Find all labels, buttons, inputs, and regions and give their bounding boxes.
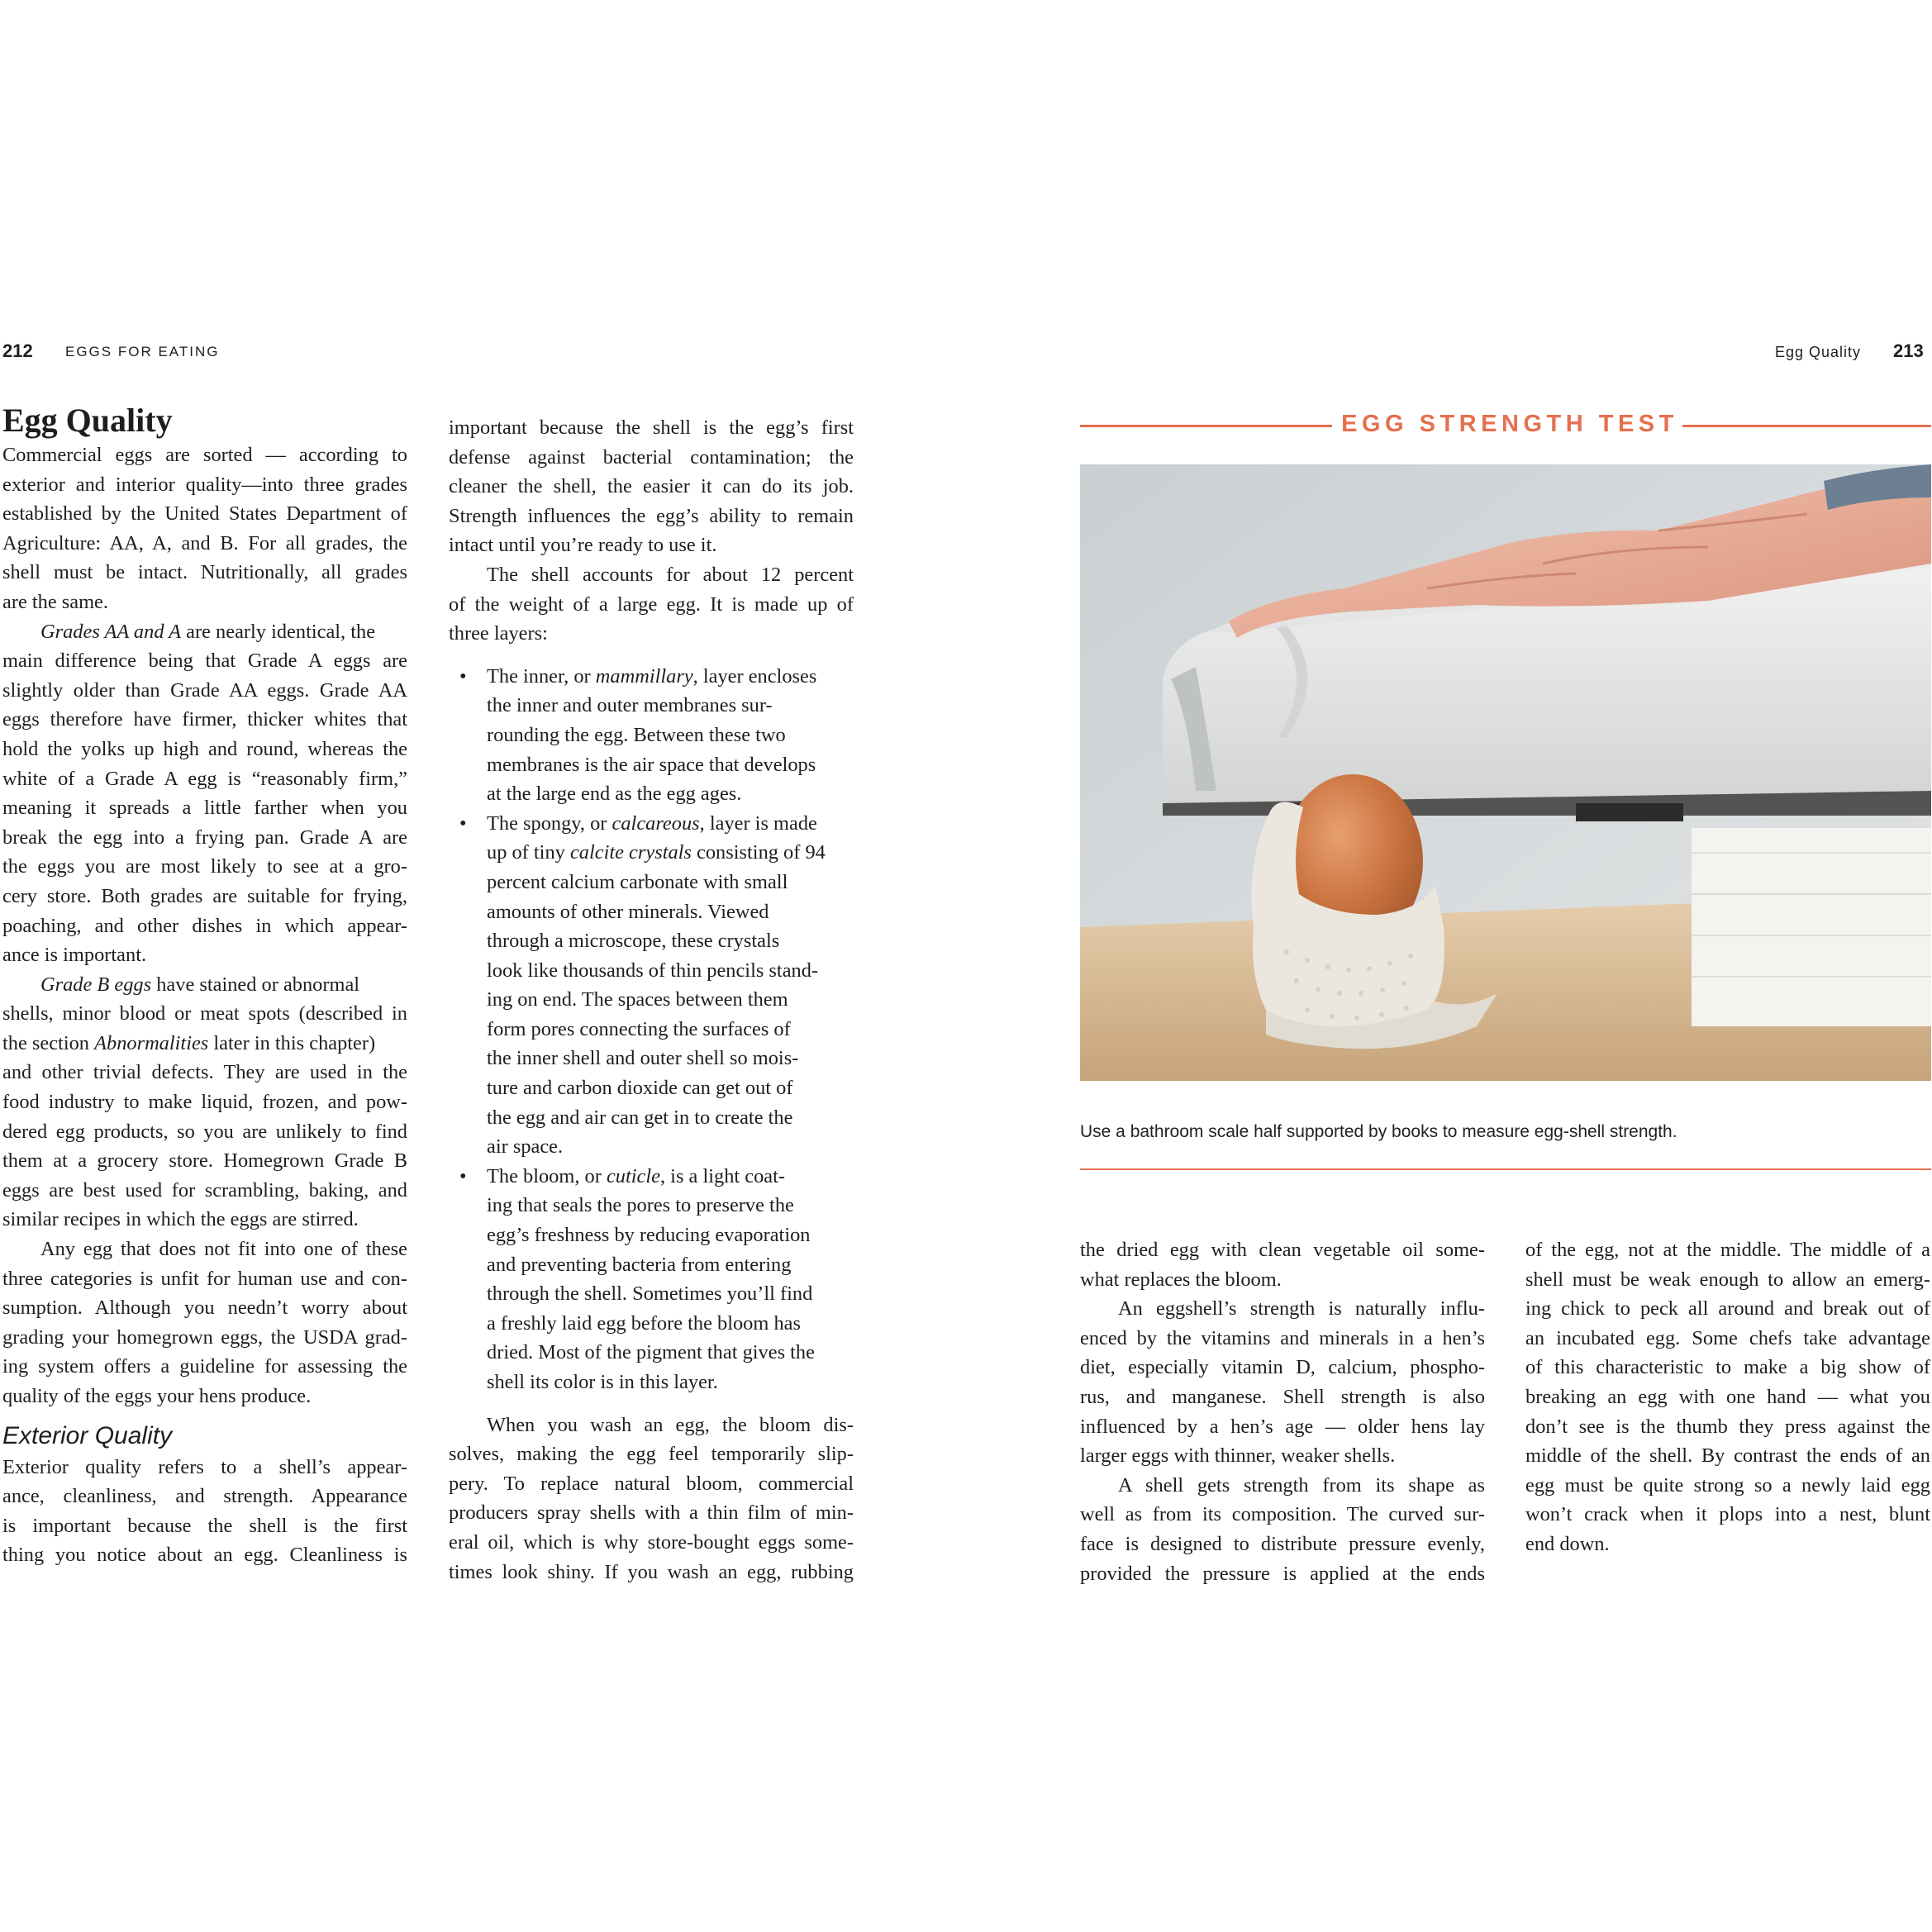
text-line: won’t crack when it plops into a nest, blunt <box>1525 1503 1930 1526</box>
text-line: break the egg into a frying pan. Grade A are <box>2 826 407 849</box>
text-run: , is a light coat- <box>659 1164 786 1187</box>
text-line: eggs are best used for scrambling, baking, and <box>2 1178 407 1202</box>
running-head-right: Egg Quality <box>1775 344 1862 360</box>
text-line: grading your homegrown eggs, the USDA grad- <box>2 1325 407 1349</box>
text-line: Commercial eggs are sorted — according to <box>2 444 407 466</box>
text-line: egg’s freshness by reducing evaporation <box>487 1224 811 1247</box>
text-line: of this characteristic to make a big show of <box>1525 1356 1930 1379</box>
text-line: amounts of other minerals. Viewed <box>487 900 769 923</box>
text-line: end down. <box>1525 1532 1610 1555</box>
paragraph-exterior <box>2 1453 407 1570</box>
text-line: air space. <box>487 1135 564 1159</box>
text-line: shell must be intact. Nutritionally, all grades <box>2 561 407 584</box>
paragraph-shell-layers <box>449 560 854 649</box>
text-line: and other trivial defects. They are used in the <box>2 1061 407 1084</box>
text-line: Agriculture: AA, A, and B. For all grades, the <box>2 531 407 554</box>
text-line: what replaces the bloom. <box>1080 1268 1282 1291</box>
page-number-left: 212 <box>2 340 33 361</box>
list-item <box>449 809 854 1162</box>
text-run: later in this chapter) <box>208 1031 376 1054</box>
text-line: at the large end as the egg ages. <box>487 783 742 806</box>
text-line: them at a grocery store. Homegrown Grade B <box>2 1149 407 1173</box>
italic-term: calcite crystals <box>569 841 692 864</box>
text-line: through a microscope, these crystals <box>487 930 780 953</box>
paragraph-strength <box>1080 1294 1485 1471</box>
text-column-4 <box>1525 1235 1930 1559</box>
text-column-1 <box>2 401 407 1570</box>
text-line: dered egg products, so you are unlikely to find <box>2 1120 407 1143</box>
text-line: ing system offers a guideline for assessing the <box>2 1355 407 1378</box>
text-line: times look shiny. If you wash an egg, rubbing <box>449 1560 854 1583</box>
text-line: eggs therefore have firmer, thicker whites that <box>2 708 407 731</box>
sidebar-photo <box>1080 464 1931 1081</box>
text-line: exterior and interior quality—into three grades <box>2 473 407 496</box>
text-line: percent calcium carbonate with small <box>487 870 788 893</box>
text-line: the dried egg with clean vegetable oil some- <box>1080 1239 1485 1261</box>
text-line: provided the pressure is applied at the ends <box>1080 1562 1485 1585</box>
text-line: hold the yolks up high and round, whereas the <box>2 737 407 760</box>
text-line: well as from its composition. The curved sur- <box>1080 1503 1485 1526</box>
text-line: three categories is unfit for human use and con- <box>2 1267 407 1290</box>
paragraph-unfit <box>2 1235 407 1411</box>
text-run: , layer encloses <box>692 664 817 688</box>
bullet-list <box>449 662 854 1397</box>
text-line: three layers: <box>449 622 548 645</box>
text-line: middle of the shell. By contrast the ends of an <box>1525 1444 1930 1468</box>
sidebar-rule-bottom <box>1080 1168 1931 1170</box>
text-line: form pores connecting the surfaces of <box>487 1017 791 1040</box>
text-line: dried. Most of the pigment that gives the <box>487 1341 815 1364</box>
text-line: rus, and manganese. Shell strength is also <box>1080 1385 1485 1408</box>
text-line: look like thousands of thin pencils stand- <box>487 959 819 982</box>
text-line: the eggs you are most likely to see at a gro- <box>2 855 407 878</box>
paragraph-intro <box>2 440 407 617</box>
text-line: solves, making the egg feel temporarily slip- <box>449 1443 854 1466</box>
paragraph-bloom-cont <box>1080 1235 1485 1294</box>
text-line: A shell gets strength from its shape as <box>1118 1473 1485 1497</box>
text-column-3 <box>1080 1235 1485 1588</box>
text-line: breaking an egg with one hand — what you <box>1525 1385 1930 1408</box>
text-line: the inner and outer membranes sur- <box>487 694 773 717</box>
text-line <box>449 662 854 692</box>
subsection-heading: Exterior Quality <box>2 1421 173 1449</box>
text-run: have stained or abnormal <box>151 973 360 996</box>
text-line: ture and carbon dioxide can get out of <box>487 1077 793 1100</box>
text-line: ance is important. <box>2 944 147 967</box>
text-line: the inner shell and outer shell so mois- <box>487 1047 799 1070</box>
text-line <box>449 809 854 839</box>
text-line: When you wash an egg, the bloom dis- <box>487 1413 854 1436</box>
text-line: enced by the vitamins and minerals in a hen’s <box>1080 1326 1485 1349</box>
text-line: influenced by a hen’s age — older hens lay <box>1080 1415 1485 1438</box>
text-line: cleaner the shell, the easier it can do its job. <box>449 475 854 498</box>
text-line: ing on end. The spaces between them <box>487 988 788 1011</box>
text-line: rounding the egg. Between these two <box>487 723 786 746</box>
paragraph-shape <box>1080 1471 1485 1588</box>
italic-term: Grade B eggs <box>40 973 152 996</box>
text-line: Strength influences the egg’s ability to remain <box>449 504 854 527</box>
text-line: face is designed to distribute pressure evenly, <box>1080 1532 1485 1555</box>
text-line: egg must be quite strong so a newly laid egg <box>1525 1473 1930 1497</box>
text-line: slightly older than Grade AA eggs. Grade AA <box>2 678 407 702</box>
text-line: important because the shell is the egg’s first <box>449 416 854 439</box>
text-line: membranes is the air space that develops <box>487 753 816 776</box>
text-line: and preventing bacteria from entering <box>487 1253 792 1276</box>
text-line: shell must be weak enough to allow an emerg- <box>1525 1268 1930 1291</box>
text-line: ing that seals the pores to preserve the <box>487 1194 794 1217</box>
text-column-2 <box>449 413 854 1587</box>
italic-term: Grades AA and A <box>40 620 182 643</box>
text-run: The spongy, or <box>487 811 612 835</box>
text-run: The bloom, or <box>487 1164 607 1187</box>
text-line: a freshly laid egg before the bloom has <box>487 1311 801 1335</box>
list-item <box>449 662 854 809</box>
paragraph-middle-shell <box>1525 1235 1930 1559</box>
text-line: quality of the eggs your hens produce. <box>2 1385 312 1407</box>
italic-term: mammillary <box>595 664 693 688</box>
text-line: shells, minor blood or meat spots (described in <box>2 1002 407 1025</box>
text-run: the section <box>2 1031 95 1054</box>
text-line: through the shell. Sometimes you’ll find <box>487 1282 813 1306</box>
text-line <box>449 1162 854 1192</box>
section-title: Egg Quality <box>2 402 173 439</box>
text-line: white of a Grade A egg is “reasonably firm,” <box>2 767 407 790</box>
italic-term: calcareous <box>611 811 700 835</box>
italic-term: Abnormalities <box>94 1031 209 1054</box>
text-run: The inner, or <box>487 664 596 688</box>
text-line: defense against bacterial contamination; the <box>449 445 854 469</box>
list-item <box>449 1162 854 1397</box>
text-line: The shell accounts for about 12 percent <box>487 563 854 586</box>
text-line: established by the United States Department of <box>2 502 407 526</box>
paragraph-cleanliness-cont <box>449 413 854 560</box>
text-line: diet, especially vitamin D, calcium, phospho- <box>1080 1356 1485 1379</box>
text-line: larger eggs with thinner, weaker shells. <box>1080 1444 1396 1468</box>
sidebar-rule-left <box>1080 425 1332 427</box>
text-line: shell its color is in this layer. <box>487 1371 718 1393</box>
text-line: the egg and air can get in to create the <box>487 1106 793 1129</box>
photo-caption: Use a bathroom scale half supported by books to measure egg-shell strength. <box>1080 1122 1677 1141</box>
sidebar-title: EGG STRENGTH TEST <box>1341 411 1678 437</box>
text-line <box>449 838 854 868</box>
paragraph-grades-aa-a <box>2 617 407 970</box>
text-line: pery. To replace natural bloom, commercial <box>449 1472 854 1495</box>
text-line: is important because the shell is the first <box>2 1514 407 1537</box>
text-line: Exterior quality refers to a shell’s appear- <box>2 1455 407 1478</box>
text-line: ance, cleanliness, and strength. Appearance <box>2 1485 407 1508</box>
text-run: up of tiny <box>487 841 570 864</box>
text-line: don’t see is the thumb they press against the <box>1525 1415 1930 1438</box>
text-line: Any egg that does not fit into one of these <box>40 1238 407 1261</box>
text-run: consisting of 94 <box>691 841 826 864</box>
text-line <box>2 970 407 1000</box>
text-line: poaching, and other dishes in which appear- <box>2 914 407 937</box>
paragraph-washing <box>449 1411 854 1587</box>
text-line <box>2 1029 407 1059</box>
text-line: are the same. <box>2 590 108 613</box>
text-line: of the egg, not at the middle. The middle of a <box>1525 1239 1930 1261</box>
text-line: meaning it spreads a little farther when you <box>2 797 407 820</box>
text-line: intact until you’re ready to use it. <box>449 534 717 557</box>
text-line <box>2 617 407 647</box>
text-run: , layer is made <box>699 811 817 835</box>
page-number-right: 213 <box>1893 340 1924 361</box>
text-run: are nearly identical, the <box>181 620 376 643</box>
egg-on-scale-image <box>1080 464 1931 1081</box>
text-line: thing you notice about an egg. Cleanliness is <box>2 1544 407 1567</box>
text-line: sumption. Although you needn’t worry about <box>2 1297 407 1320</box>
text-line: An eggshell’s strength is naturally influ- <box>1118 1297 1485 1321</box>
sidebar-rule-right <box>1682 425 1931 427</box>
text-line: food industry to make liquid, frozen, and pow- <box>2 1091 407 1114</box>
text-line: ing chick to peck all around and break out of <box>1525 1297 1930 1321</box>
paragraph-grade-b <box>2 970 407 1235</box>
text-line: cery store. Both grades are suitable for frying, <box>2 884 407 907</box>
text-line: eral oil, which is why store-bought eggs some- <box>449 1530 854 1554</box>
text-line: producers spray shells with a thin film of min- <box>449 1501 854 1525</box>
text-line: similar recipes in which the eggs are stirred. <box>2 1208 359 1231</box>
italic-term: cuticle <box>606 1164 660 1187</box>
running-head-left: EGGS FOR EATING <box>65 344 220 359</box>
text-line: an incubated egg. Some chefs take advantage <box>1525 1326 1930 1349</box>
text-line: main difference being that Grade A eggs are <box>2 650 407 673</box>
text-line: of the weight of a large egg. It is made up of <box>449 592 854 616</box>
